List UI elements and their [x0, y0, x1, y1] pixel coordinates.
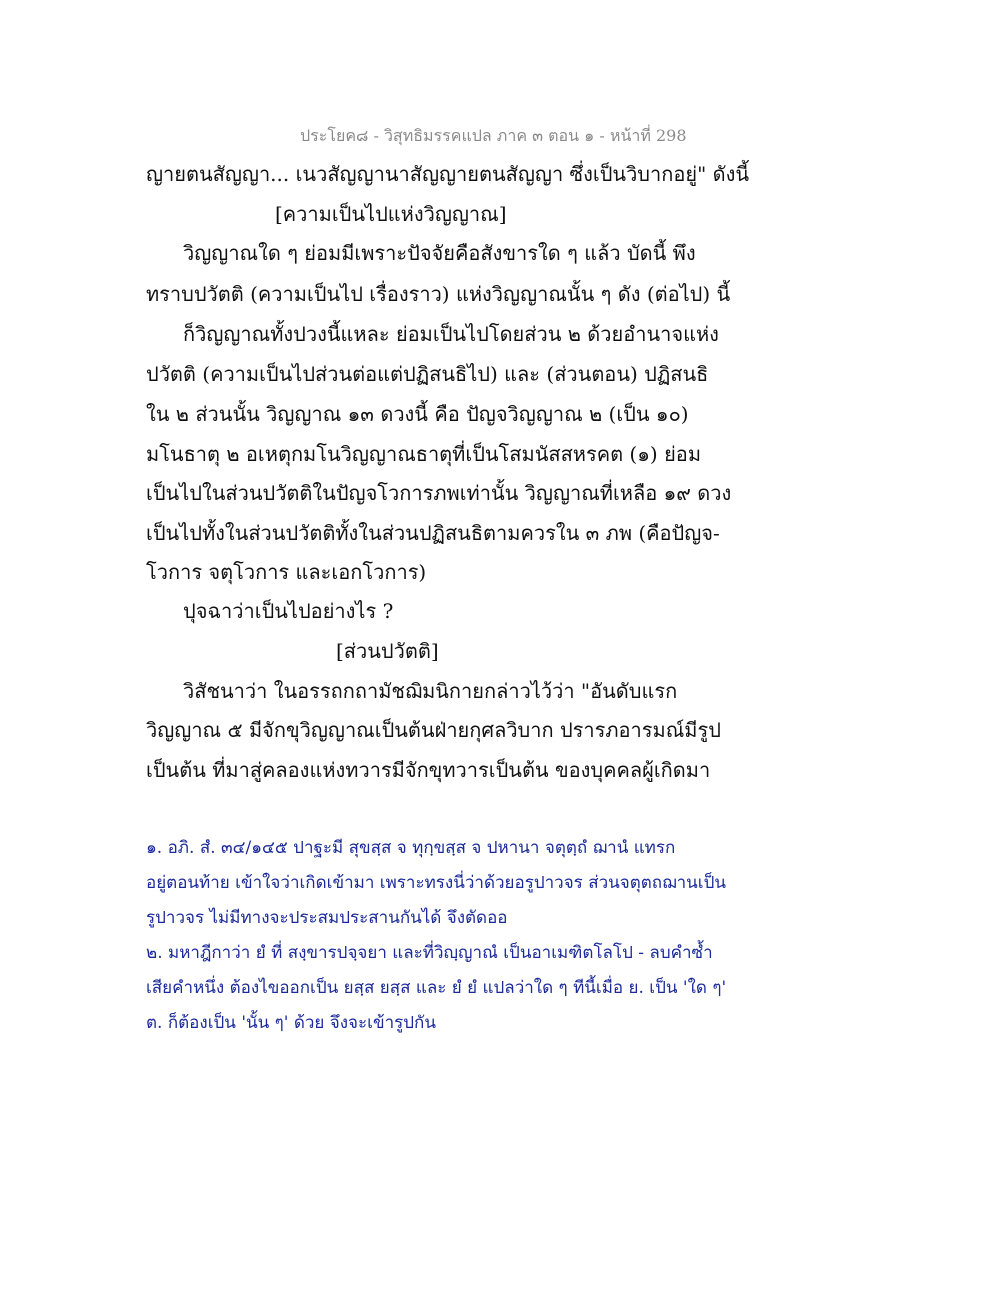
footnote-line: เสียคำหนึ่ง ต้องไขออกเป็น ยสฺส ยสฺส และ ยํ ยํ แปลว่าใด ๆ ทีนี้เมื่อ ย. เป็น 'ใด ๆ': [146, 978, 727, 998]
footnote-line: รูปาวจร ไม่มีทางจะประสมประสานกันได้ จึงตัดออ: [146, 908, 508, 928]
body-line: ก็วิญญาณทั้งปวงนี้แหละ ย่อมเป็นไปโดยส่วน ๒ ด้วยอำนาจแห่ง: [183, 322, 719, 346]
body-line: วิญญาณ ๕ มีจักขุวิญญาณเป็นต้นฝ่ายกุศลวิบาก ปรารภอารมณ์มีรูป: [146, 718, 721, 742]
body-line: เป็นไปในส่วนปวัตติในปัญจโวการภพเท่านั้น วิญญาณที่เหลือ ๑๙ ดวง: [146, 481, 732, 505]
body-line: วิสัชนาว่า ในอรรถกถามัชฌิมนิกายกล่าวไว้ว่า "อันดับแรก: [183, 679, 678, 703]
section-heading: [ความเป็นไปแห่งวิญญาณ]: [275, 202, 507, 226]
body-line: โวการ จตุโวการ และเอกโวการ): [146, 560, 427, 584]
body-line: มโนธาตุ ๒ อเหตุกมโนวิญญาณธาตุที่เป็นโสมนัสสหรคต (๑) ย่อม: [146, 442, 701, 466]
body-line: ปุจฉาว่าเป็นไปอย่างไร ?: [183, 599, 394, 623]
body-line: ญายตนสัญญา... เนวสัญญานาสัญญายตนสัญญา ซึ่งเป็นวิบากอยู่" ดังนี้: [146, 162, 750, 186]
footnote-line: อยู่ตอนท้าย เข้าใจว่าเกิดเข้ามา เพราะทรงนี่ว่าด้วยอรูปาวจร ส่วนจตุตถฌานเป็น: [146, 873, 727, 893]
footnote-line: ๑. อภิ. สํ. ๓๔/๑๔๕ ปาฐะมี สุขสฺส จ ทุกฺขสฺส จ ปหานา จตุตฺถํ ฌานํ แทรก: [146, 838, 676, 858]
footnote-line: ต. ก็ต้องเป็น 'นั้น ๆ' ด้วย จึงจะเข้ารูปกัน: [146, 1013, 436, 1033]
section-heading: [ส่วนปวัตติ]: [336, 639, 439, 663]
body-line: เป็นไปทั้งในส่วนปวัตติทั้งในส่วนปฏิสนธิตามควรใน ๓ ภพ (คือปัญจ-: [146, 521, 720, 545]
footnote-line: ๒. มหาฎีกาว่า ยํ ที่ สงฺขารปจฺจยา และที่วิญฺญาณํ เป็นอาเมฑิตโลโป - ลบคำซ้ำ: [146, 943, 713, 963]
body-line: เป็นต้น ที่มาสู่คลองแห่งทวารมีจักขุทวารเป็นต้น ของบุคคลผู้เกิดมา: [146, 758, 711, 782]
body-line: ใน ๒ ส่วนนั้น วิญญาณ ๑๓ ดวงนี้ คือ ปัญจวิญญาณ ๒ (เป็น ๑๐): [146, 402, 689, 426]
body-line: ทราบปวัตติ (ความเป็นไป เรื่องราว) แห่งวิญญาณนั้น ๆ ดัง (ต่อไป) นี้: [146, 282, 731, 306]
body-line: วิญญาณใด ๆ ย่อมมีเพราะปัจจัยคือสังขารใด ๆ แล้ว บัดนี้ พึง: [183, 241, 696, 265]
body-line: ปวัตติ (ความเป็นไปส่วนต่อแต่ปฏิสนธิไป) และ (ส่วนตอน) ปฏิสนธิ: [146, 362, 709, 386]
page-header: ประโยค๘ - วิสุทธิมรรคแปล ภาค ๓ ตอน ๑ - หน้าที่ 298: [300, 126, 687, 145]
